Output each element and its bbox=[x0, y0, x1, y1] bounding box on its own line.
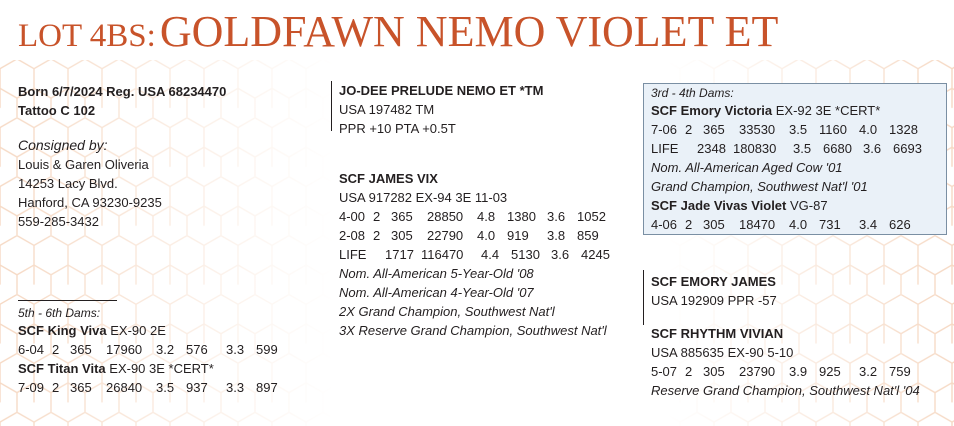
sire-of-dam-registration: USA 192909 PPR -57 bbox=[651, 293, 777, 308]
third-fourth-dams bbox=[651, 85, 931, 234]
pedigree-line-dams bbox=[18, 300, 117, 301]
dams-label: 3rd - 4th Dams: bbox=[651, 86, 734, 100]
dam-registration: USA 885635 EX-90 5-10 bbox=[651, 345, 794, 360]
honor: Nom. All-American 4-Year-Old '07 bbox=[339, 285, 534, 300]
dam-classification: EX-92 3E *CERT* bbox=[772, 103, 881, 118]
dam-classification: EX-90 2E bbox=[106, 323, 166, 338]
record-row: 6-04 2 365 17960 3.2 576 3.3 599 bbox=[18, 342, 278, 357]
record-row: 4-00 2 365 28850 4.8 1380 3.6 1052 bbox=[339, 209, 606, 224]
honor: Nom. All-American Aged Cow '01 bbox=[651, 160, 843, 175]
dam-classification: VG-87 bbox=[786, 198, 828, 213]
consignor-line: Louis & Garen Oliveria bbox=[18, 157, 149, 172]
record-row: 5-07 2 305 23790 3.9 925 3.2 759 bbox=[651, 364, 911, 379]
record-row: 2-08 2 305 22790 4.0 919 3.8 859 bbox=[339, 228, 599, 243]
record-row: 7-06 2 365 33530 3.5 1160 4.0 1328 bbox=[651, 122, 918, 137]
grandsire-name: SCF JAMES VIX bbox=[339, 171, 438, 186]
honor: Nom. All-American 5-Year-Old '08 bbox=[339, 266, 534, 281]
lot-title bbox=[18, 7, 779, 56]
sire-ppr: PPR +10 PTA +0.5T bbox=[339, 121, 456, 136]
pedigree-line-sire bbox=[331, 81, 332, 131]
dams-label: 5th - 6th Dams: bbox=[18, 306, 101, 320]
maternal-grandsire-block bbox=[339, 169, 619, 340]
honor: Grand Champion, Southwest Nat'l '01 bbox=[651, 179, 868, 194]
record-row-life: LIFE 2348 180830 3.5 6680 3.6 6693 bbox=[651, 141, 922, 156]
consignor-line: Hanford, CA 93230-9235 bbox=[18, 195, 162, 210]
born-registration: Born 6/7/2024 Reg. USA 68234470 bbox=[18, 84, 227, 99]
sire-of-dam-name: SCF EMORY JAMES bbox=[651, 274, 776, 289]
sire-name: JO-DEE PRELUDE NEMO ET *TM bbox=[339, 83, 544, 98]
dam-block bbox=[651, 324, 927, 400]
honor: Reserve Grand Champion, Southwest Nat'l '04 bbox=[651, 383, 920, 398]
record-row: 4-06 2 305 18470 4.0 731 3.4 626 bbox=[651, 217, 911, 232]
sire-registration: USA 197482 TM bbox=[339, 102, 435, 117]
dam-name: SCF RHYTHM VIVIAN bbox=[651, 326, 784, 341]
record-row: 7-09 2 365 26840 3.5 937 3.3 897 bbox=[18, 380, 278, 395]
dam-name: SCF Emory Victoria bbox=[651, 103, 773, 118]
honor: 2X Grand Champion, Southwest Nat'l bbox=[339, 304, 555, 319]
animal-name: GOLDFAWN NEMO VIOLET ET bbox=[159, 7, 779, 56]
sire-of-dam-block bbox=[651, 272, 777, 310]
subject-info bbox=[18, 82, 226, 231]
dam-name: SCF King Viva bbox=[18, 323, 107, 338]
record-row-life: LIFE 1717 116470 4.4 5130 3.6 4245 bbox=[339, 247, 610, 262]
grandsire-registration: USA 917282 EX-94 3E 11-03 bbox=[339, 190, 508, 205]
consigned-label: Consigned by: bbox=[18, 137, 108, 153]
consignor-line: 559-285-3432 bbox=[18, 214, 99, 229]
dam-classification: EX-90 3E *CERT* bbox=[105, 361, 214, 376]
pedigree-line-dam bbox=[643, 270, 644, 325]
sire-block bbox=[339, 81, 543, 138]
fifth-sixth-dams bbox=[18, 305, 294, 397]
consignor-line: 14253 Lacy Blvd. bbox=[18, 176, 118, 191]
lot-number: LOT 4BS: bbox=[18, 18, 156, 54]
tattoo: Tattoo C 102 bbox=[18, 103, 96, 118]
honor: 3X Reserve Grand Champion, Southwest Nat'l bbox=[339, 323, 607, 338]
dam-name: SCF Jade Vivas Violet bbox=[651, 198, 787, 213]
dam-name: SCF Titan Vita bbox=[18, 361, 106, 376]
